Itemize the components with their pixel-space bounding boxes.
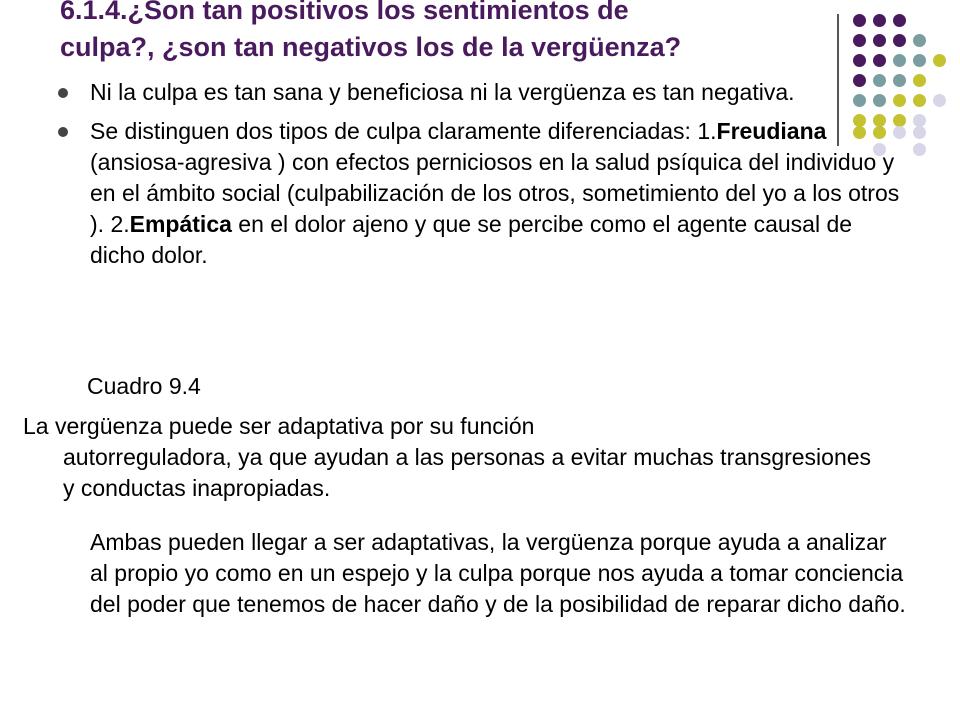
bullet-dot-icon	[58, 127, 68, 137]
decor-dot	[913, 54, 926, 67]
decor-dot	[853, 34, 866, 47]
decor-dot	[913, 34, 926, 47]
culpa-type-1-description: (ansiosa-agresiva ) con efectos perniciosos en la salud psíquica del individuo y en el ámbito social (culpabilización de los otros, sometimiento del yo a los otros ).	[90, 149, 900, 237]
decor-dot	[933, 54, 946, 67]
bullet-text: Ni la culpa es tan sana y beneficiosa ni la vergüenza es tan negativa.	[90, 79, 795, 105]
bullet-dot-icon	[58, 88, 68, 98]
culpa-type-2	[90, 211, 852, 268]
ambas-paragraph: Ambas pueden llegar a ser adaptativas, la vergüenza porque ayuda a analizar al propio yo como en un espejo y la culpa porque nos ayuda a tomar conciencia del poder que tenemos de hacer daño y de la posibilidad de reparar dicho daño.	[90, 529, 906, 617]
list-number: 1.	[697, 118, 717, 144]
slide-title	[60, 0, 820, 66]
list-number: 2.	[110, 211, 130, 237]
verguenza-first-line: La vergüenza puede ser adaptativa por su función	[23, 413, 535, 439]
decor-dot	[893, 14, 906, 27]
decor-dot	[893, 54, 906, 67]
culpa-type-1-name: Freudiana	[716, 118, 827, 144]
culpa-types-intro: Se distinguen dos tipos de culpa claramente diferenciadas:	[90, 118, 691, 144]
decor-dot	[873, 34, 886, 47]
decor-dot	[873, 54, 886, 67]
slide-title-line-2: culpa?, ¿son tan negativos los de la vergüenza?	[60, 32, 682, 62]
culpa-type-2-name: Empática	[129, 211, 232, 237]
decor-dot	[853, 54, 866, 67]
cuadro-reference: Cuadro 9.4	[87, 373, 201, 399]
verguenza-continuation: autorreguladora, ya que ayudan a las personas a evitar muchas transgresiones y conductas inapropiadas.	[63, 444, 872, 501]
slide-title-line-1: 6.1.4.¿Son tan positivos los sentimientos de	[60, 0, 629, 25]
decor-dot	[853, 14, 866, 27]
bullet-text	[90, 116, 900, 271]
decor-dot	[893, 34, 906, 47]
bullet-item	[58, 77, 918, 108]
culpa-type-2-description: en el dolor ajeno y que se percibe como el agente causal de dicho dolor.	[90, 211, 853, 268]
decor-dot	[873, 14, 886, 27]
bullet-list	[58, 77, 918, 279]
bullet-item	[58, 116, 918, 271]
decor-dot	[933, 94, 946, 107]
verguenza-paragraph	[0, 411, 880, 504]
